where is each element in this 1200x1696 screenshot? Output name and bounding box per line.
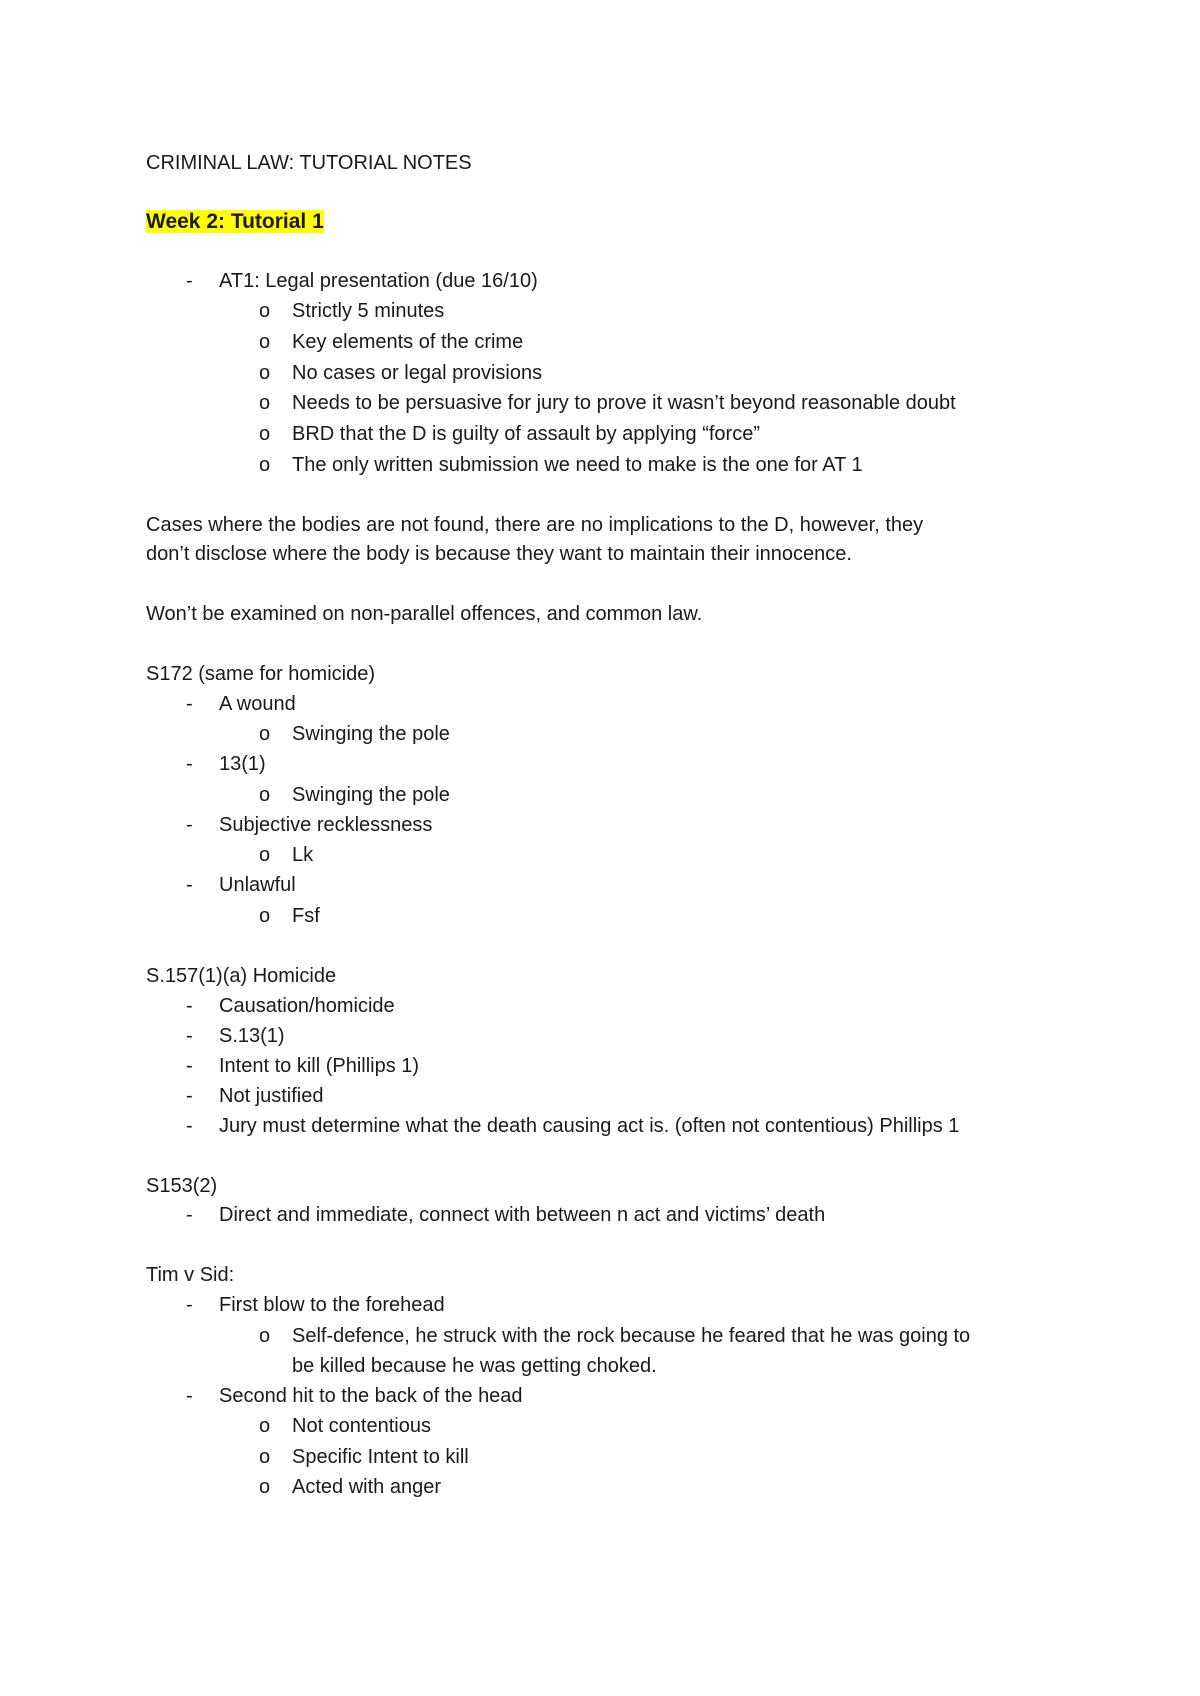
dash-marker: -	[186, 1085, 193, 1107]
list-item: Swinging the pole	[292, 784, 450, 806]
dash-marker: -	[186, 1055, 193, 1077]
list-item: Causation/homicide	[219, 995, 395, 1017]
section-heading	[146, 210, 324, 234]
paragraph-line: S.157(1)(a) Homicide	[146, 965, 337, 987]
dash-marker: -	[186, 874, 193, 896]
list-item: AT1: Legal presentation (due 16/10)	[219, 270, 538, 292]
bullet-marker: o	[259, 1325, 271, 1347]
list-item: Fsf	[292, 905, 320, 927]
bullet-marker: o	[259, 784, 271, 806]
list-item: Jury must determine what the death causing act is. (often not contentious) Phillips 1	[219, 1115, 960, 1137]
list-item: No cases or legal provisions	[292, 362, 543, 384]
bullet-marker: o	[259, 300, 271, 322]
list-item: Not contentious	[292, 1415, 431, 1437]
list-item: Key elements of the crime	[292, 331, 524, 353]
bullet-marker: o	[259, 423, 271, 445]
list-item: Lk	[292, 844, 314, 866]
paragraph-line: S153(2)	[146, 1175, 218, 1197]
bullet-marker: o	[259, 723, 271, 745]
list-item: Second hit to the back of the head	[219, 1385, 523, 1407]
list-item: Acted with anger	[292, 1476, 441, 1498]
dash-marker: -	[186, 693, 193, 715]
paragraph-line: don’t disclose where the body is because they want to maintain their innocence.	[146, 543, 852, 565]
paragraph-line: S172 (same for homicide)	[146, 663, 375, 685]
paragraph-line: Won’t be examined on non-parallel offences, and common law.	[146, 603, 703, 625]
bullet-marker: o	[259, 1446, 271, 1468]
paragraph-line: Cases where the bodies are not found, there are no implications to the D, however, they	[146, 514, 924, 536]
bullet-marker: o	[259, 331, 271, 353]
dash-marker: -	[186, 753, 193, 775]
list-item: Specific Intent to kill	[292, 1446, 469, 1468]
bullet-marker: o	[259, 844, 271, 866]
bullet-marker: o	[259, 454, 271, 476]
list-item: BRD that the D is guilty of assault by applying “force”	[292, 423, 760, 445]
list-item: Not justified	[219, 1085, 324, 1107]
list-item: 13(1)	[219, 753, 266, 775]
list-item: Self-defence, he struck with the rock because he feared that he was going to	[292, 1325, 971, 1347]
list-item: Needs to be persuasive for jury to prove it wasn’t beyond reasonable doubt	[292, 392, 956, 414]
list-item: Unlawful	[219, 874, 296, 896]
list-item: A wound	[219, 693, 296, 715]
list-item: Strictly 5 minutes	[292, 300, 445, 322]
list-item: Subjective recklessness	[219, 814, 433, 836]
list-item: Intent to kill (Phillips 1)	[219, 1055, 420, 1077]
dash-marker: -	[186, 1204, 193, 1226]
dash-marker: -	[186, 814, 193, 836]
bullet-marker: o	[259, 1415, 271, 1437]
highlighted-heading-text: Week 2: Tutorial 1	[146, 210, 324, 233]
bullet-marker: o	[259, 1476, 271, 1498]
paragraph-line: Tim v Sid:	[146, 1264, 235, 1286]
dash-marker: -	[186, 1385, 193, 1407]
list-item: First blow to the forehead	[219, 1294, 445, 1316]
dash-marker: -	[186, 1115, 193, 1137]
dash-marker: -	[186, 995, 193, 1017]
dash-marker: -	[186, 1025, 193, 1047]
document-title: CRIMINAL LAW: TUTORIAL NOTES	[146, 152, 472, 174]
list-item: Swinging the pole	[292, 723, 450, 745]
list-item: Direct and immediate, connect with between n act and victims’ death	[219, 1204, 826, 1226]
bullet-marker: o	[259, 392, 271, 414]
list-item: S.13(1)	[219, 1025, 285, 1047]
bullet-marker: o	[259, 905, 271, 927]
dash-marker: -	[186, 270, 193, 292]
list-item: The only written submission we need to make is the one for AT 1	[292, 454, 863, 476]
dash-marker: -	[186, 1294, 193, 1316]
bullet-marker: o	[259, 362, 271, 384]
list-item: be killed because he was getting choked.	[292, 1355, 657, 1377]
